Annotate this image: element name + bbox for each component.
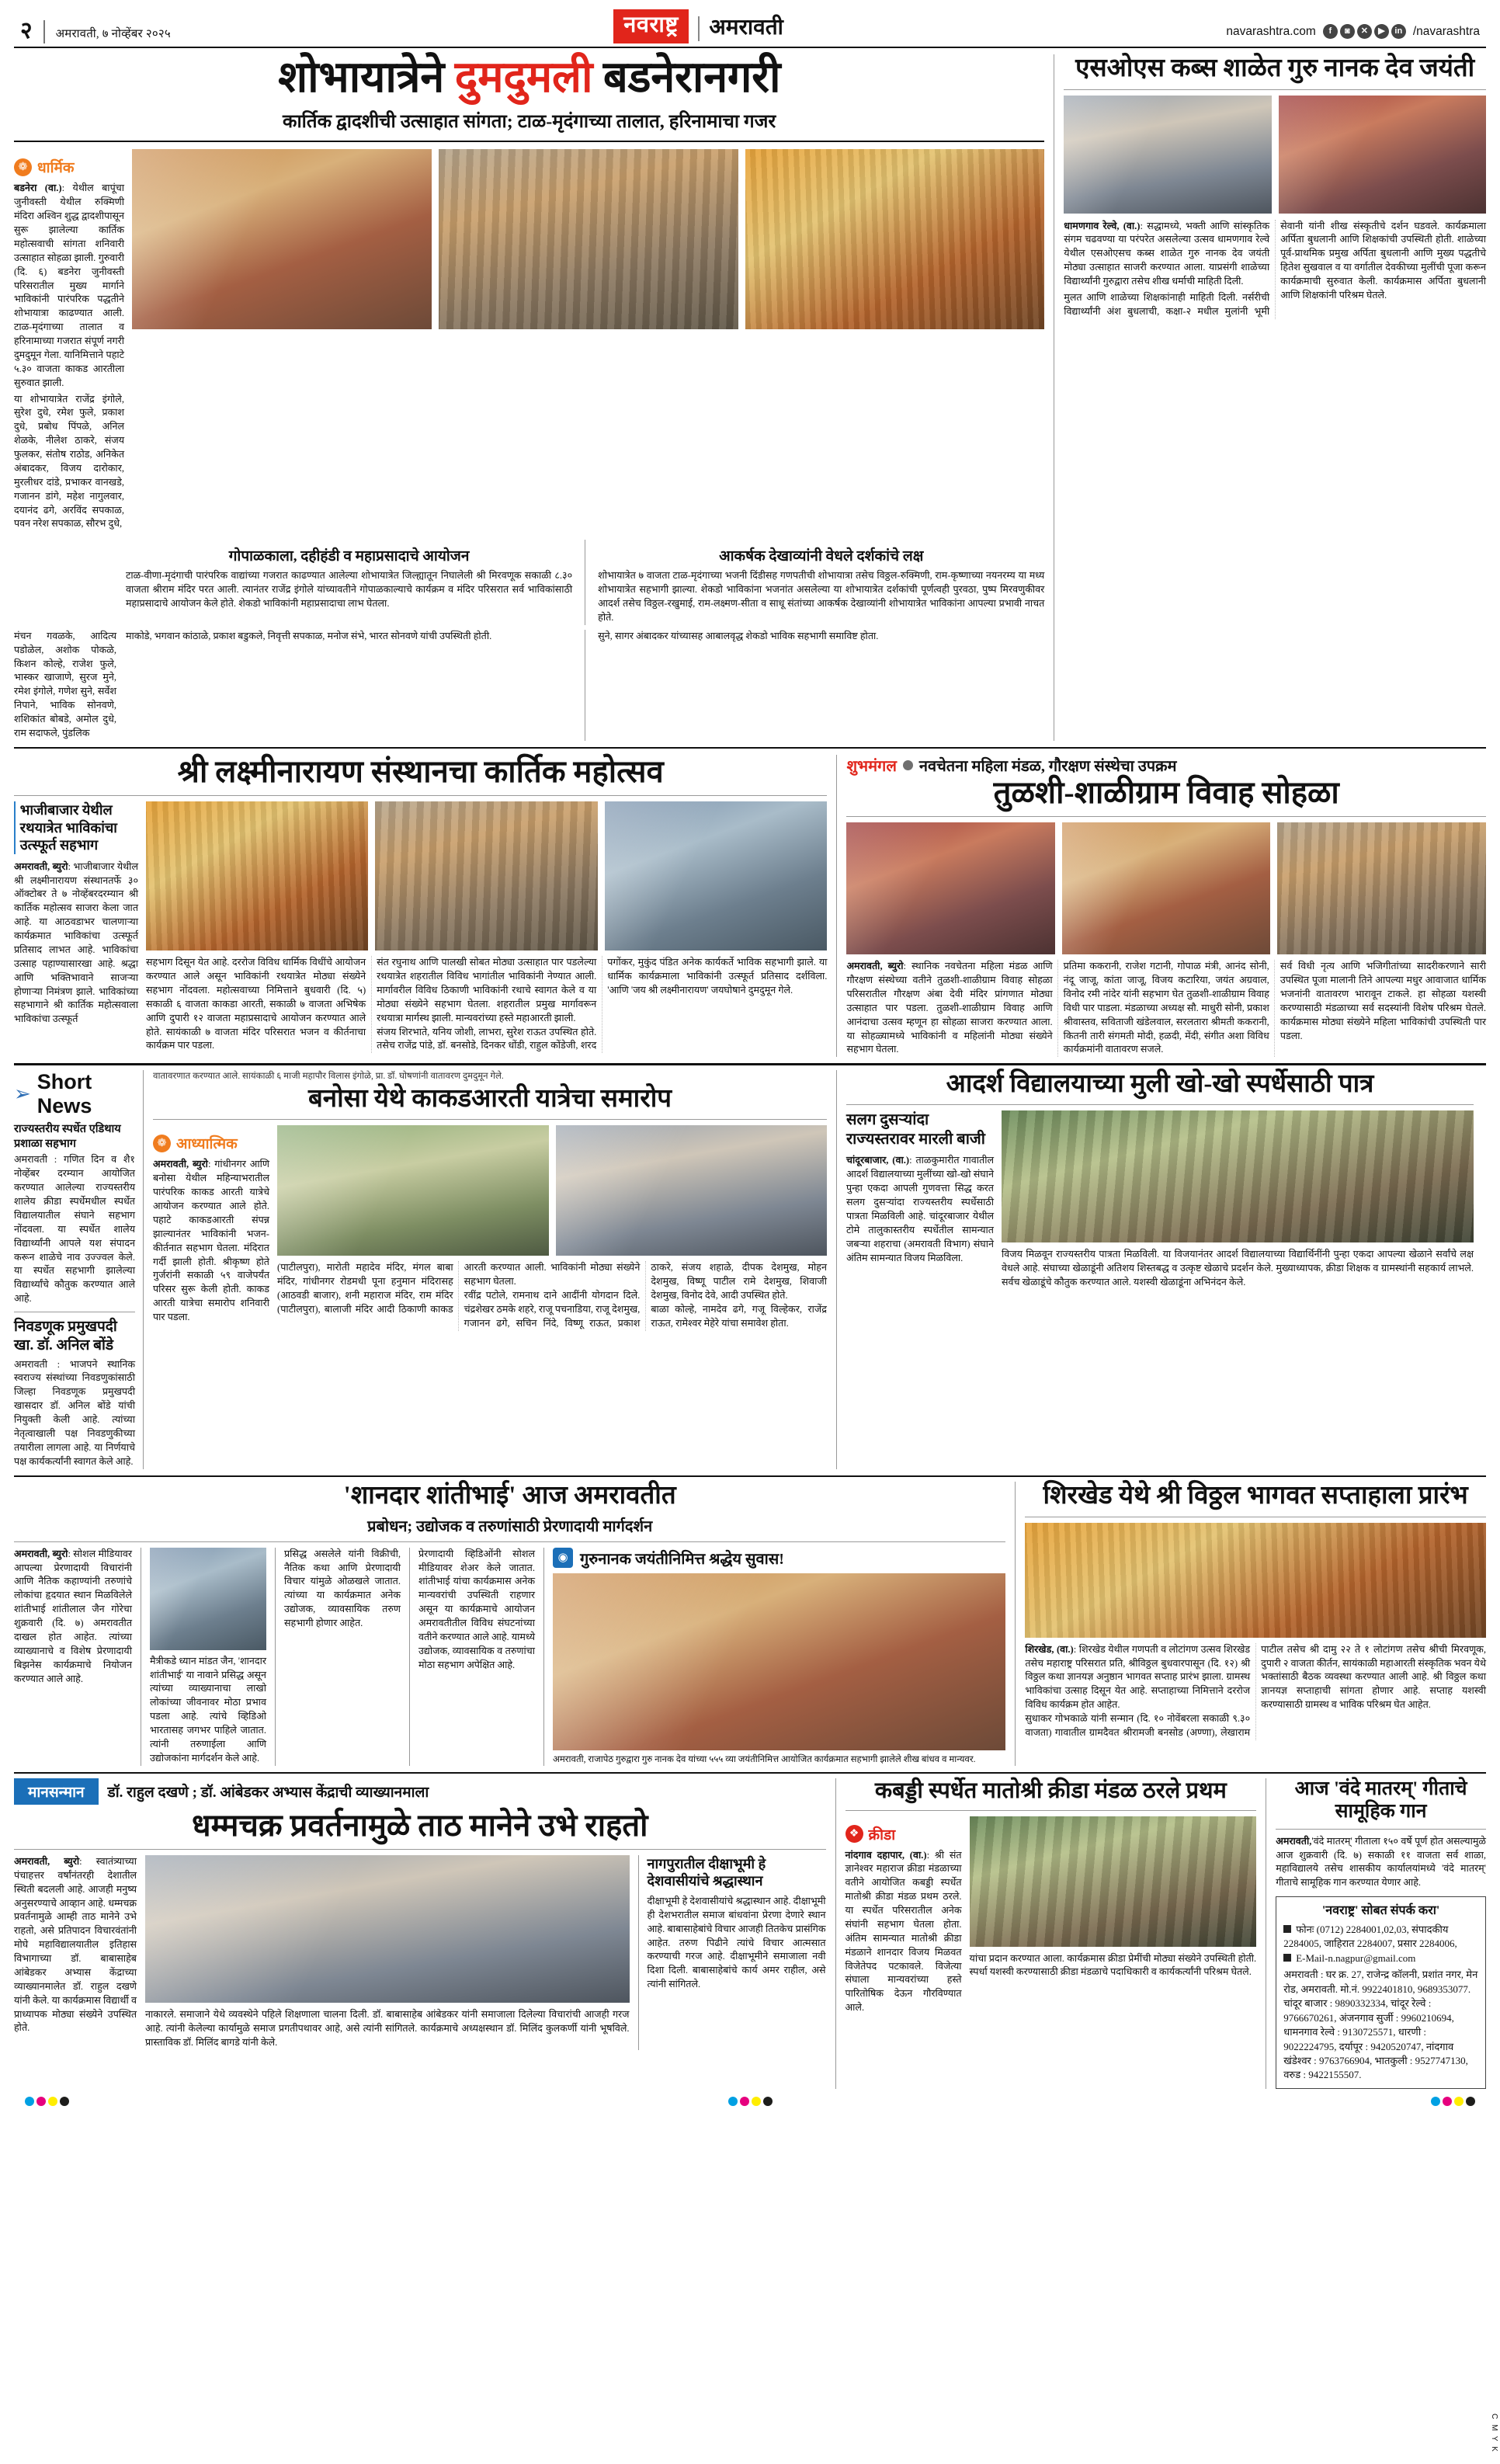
khokho-photos [1002,1110,1474,1290]
sos-photo-1 [1064,96,1271,214]
sports-icon: ❖ [845,1825,863,1843]
shirkhed-col-1: : शिरखेड येथील गणपती व लोटांगण उत्सव शिरखेड तसेच महाराष्ट्र परिसरात प्रति, श्रीविठ्ठल बुधवारपासून (दि. १२) श्री विठ्ठल कथा ज्ञानयज्ञ अनुष्ठान भागवत सप्ताह प्रारंभ झाला. ग्रामस्थ भाविकांचा उत्साह दिसून येत आहे. सप्ताहाच्या निमित्ताने दररोज विविध कार्यक्रम होत आहेत. [1025,1643,1251,1711]
lead-subhead: कार्तिक द्वादशीची उत्साहात सांगता; टाळ-मृदंगाच्या तालात, हरिनामाचा गजर [14,108,1044,142]
contact-phone-row [1283,1923,1478,1951]
arrow-circle-icon: ➢ [14,1082,31,1105]
section-tag-label: धार्मिक [37,160,75,177]
page-number: २ [20,18,33,43]
lead-caption-right-title: आकर्षक देखाव्यांनी वेधले दर्शकांचे लक्ष [719,548,924,565]
shirkhed-headline: शिरखेड येथे श्री विठ्ठल भागवत सप्ताहाला प्रारंभ [1043,1482,1468,1510]
masthead-right [1226,24,1480,43]
lakshminarayan-body-3: संत रघुनाथ आणि पालखी सोबत मोठ्या उत्साहात पार पडलेल्या रथयात्रेत शहरातील विविध भागांतील भाविकांनी नेण्यात आली. मार्गावरील विविध ठिकाणी भाविकांनी रथाचे स्वागत केले व या मोठ्या संख्येने सहभाग घेतला. शहरातील प्रमुख मार्गावरून रथयात्रा मार्गस्थ झाली. मान्यवरांच्या हस्ते महाआरती झाली. [377,957,597,1023]
section-rule-3 [14,1475,1486,1478]
contact-address: अमरावती : घर क्र. 27, राजेन्द्र कॉलनी, प्रशांत नगर, मेन रोड, अमरावती. मो.नं. 9922401810, 9689353077. चांदूर बाजार : 9890332334, चांदूर रेल्वे : 9766670261, अंजनगाव सुर्जी : 9960210694, धामनगाव रेल्वे : 9130725571, धारणी : 9022224795, दर्यापूर : 9420520747, नांदगाव खंडेश्वर : 9763766904, भातकुली : 9527747130, वरुड : 9422155507. [1283,1969,1478,2081]
sos-byline: धामणगाव रेल्वे, (वा.) [1064,220,1141,231]
square-bullet-icon-2 [1283,1954,1291,1962]
kabaddi-col-2: यांचा प्रदान करण्यात आला. कार्यक्रमास क्रीडा प्रेमींची मोठ्या संख्येने उपस्थिती होती. स्पर्धा यशस्वी करण्यासाठी क्रीडा मंडळाचे पदाधिकारी व कार्यकर्त्यांनी परिश्रम घेतले. [969,1952,1257,1978]
row-five [14,1778,1486,2089]
section-tag-dharmik [14,157,124,177]
dateline: अमरावती, ७ नोव्हेंबर २०२५ [55,28,171,40]
lakshminarayan-body-1: : भाजीबाजार येथील श्री लक्ष्मीनारायण संस्थानतर्फे ३० ऑक्टोबर ते ७ नोव्हेंबरदरम्यान श्री कार्तिक महोत्सव साजरा केला जात आहे. या आठवडाभर चालणाऱ्या कार्यक्रमात भाविकांचा उत्स्फूर्त प्रतिसाद लाभत आहे. भाविकांचा उत्साह पहाण्यासारखा आहे. श्रद्धा आणि भक्तिभावाने साजऱ्या होणाऱ्या निमंत्रण झाले. भाविकांच्या सहभागाने श्री कार्तिक महोत्सवाला भाविकांचा उत्स्फूर्त [14,860,138,1025]
short-news-title: Short News [36,1069,92,1117]
short-news-item-3-body: वातावरणात करण्यात आले. सायंकाळी ६ माजी महापौर विलास इंगोळे, प्रा. डॉ. घोषणांनी वातावरण दुमदुमून गेले. [153,1070,504,1081]
contact-email-row [1283,1951,1478,1965]
tulsi-headline: तुळशी-शाळीग्राम विवाह सोहळा [993,775,1339,811]
contact-phone: फोनः (0712) 2284001,02,03, संपादकीय 2284005, जाहिरात 2284007, प्रसार 2284006, [1283,1923,1457,1950]
tulsi-body [846,960,1486,1057]
kabaddi-story [836,1778,1266,2089]
row-two [14,755,1486,1057]
banosa-col-2: (पाटीलपुरा), मारोती महादेव मंदिर, मंगल बाबा मंदिर, गांधीनगर रोडमधी पूना हनुमान मंदिरासह (आठवडी बाजार), शनी महाराज मंदिर, राम मंदिर (पाटीलपुरा), बालाजी मंदिर आदी ठिकाणी काकड आरती करण्यात आली. भाविकांनी मोठ्या संख्येने सहभाग घेतला. [277,1262,641,1315]
lakshminarayan-photos [146,801,827,1053]
lakshminarayan-photo-2 [375,801,597,950]
sos-body [1064,220,1486,319]
vande-story [1266,1778,1486,2089]
lead-headline-red: दुमदुमली [454,54,593,102]
banosa-col-3: रवींद्र पटोले, रामनाथ दाने आदींनी योगदान दिले. चंद्रशेखर ठमके शहरे, राजू पचनाडिया, राजू देशमुख, गजानन ढगे, सचिन निंदे, विष्णू राऊत, प्रकाश ठाकरे, संजय शहाळे, दीपक देशमुख, मोहन देशमुख, विष्णू पाटील रामे देशमुख, शिवाजी देशमुख, विनोद देवे, आदी उपस्थित होते. [464,1262,827,1329]
short-news-header [14,1070,135,1118]
lakshminarayan-photo-3 [605,801,827,950]
row-three [14,1070,1486,1469]
gurunanak-banner [553,1548,1005,1569]
vande-byline: अमरावती, [1276,1835,1312,1847]
dhammachakra-side-block [648,1855,826,2050]
lead-photo-2 [439,149,738,329]
banosa-headline: बनोसा येथे काकडआरती यात्रेचा समारोप [307,1084,672,1113]
khokho-photo-1 [1002,1110,1474,1242]
lead-body [14,182,124,531]
banosa-lead-column [153,1125,269,1330]
tulsi-kicker-text: नवचेतना महिला मंडळ, गौरक्षण संस्थेचा उपक्रम [918,758,1177,776]
khokho-col-2: विजय मिळवून राज्यस्तरीय पात्रता मिळविली. या विजयानंतर आदर्श विद्यालयाच्या विद्यार्थिनींनी पुन्हा एकदा आपल्या खेळाने सर्वांचे लक्ष वेधले आहे. संघाच्या खेळाडूंनी अतिशय शिस्तबद्ध व उत्कृष्ट खेळाचे प्रदर्शन केले. मुख्याध्यापक, क्रीडा शिक्षक व ग्रामस्थांनी सहकार्य लाभले. सर्वच खेळाडूंचे कौतुक करण्यात आले. यशस्वी खेळाडूंना अभिनंदन केले. [1002,1249,1474,1288]
square-bullet-icon [1283,1925,1291,1933]
gurunanak-photo [553,1573,1005,1750]
shandar-headline: 'शानदार शांतीभाई' आज अमरावतीत [343,1482,676,1510]
lead-body-4: माकोडे, भगवान कांठाळे, प्रकाश बडुकले, निवृत्ती सपकाळ, मनोज संभे, भारत सोनवणे यांची उपस्थिती होती. [126,630,492,641]
tulsi-col-3: सर्व विधी नृत्य आणि भजिगीतांच्या सादरीकरणाने सारी उपस्थित पूजा मालानी तिने आपल्या मधुर आवाजात धार्मिक भजनांनी वातावरण भारावून टाकले. हा सोहळा यशस्वी करण्यासाठी मंडळाच्या सर्व सदस्यांनी विशेष परिश्रम घेतले. कार्यक्रमास मोठ्या संख्येने महिला भाविकांची उपस्थिती पार पडला. [1280,961,1486,1041]
sos-story [1054,54,1486,741]
lead-photo-1 [132,149,432,329]
short-news-panel [14,1070,143,1469]
lead-headline-part1: शोभायात्रेने [278,54,455,102]
row-four [14,1482,1486,1766]
section-rule-4 [14,1772,1486,1774]
tulsi-story [837,755,1486,1057]
dhammachakra-kicker: डॉ. राहुल दखणे ; डॉ. आंबेडकर अभ्यास केंद्राची व्याख्यानमाला [107,1785,429,1802]
sos-photo-row [1064,96,1486,214]
tulsi-byline: अमरावती, ब्युरो [846,961,904,972]
tulsi-photo-2 [1062,822,1271,954]
shandar-col-2: मैत्रीकडे ध्यान मांडत जैन, 'शानदार शांतीभाई' या नावाने प्रसिद्ध असून त्यांच्या व्याख्यानाचा लाखो लोकांच्या जीवनावर मोठा प्रभाव पडला आहे. त्यांचे व्हिडिओ भारतासह जगभर पाहिले जातात. त्यांनी तरुणाईला आणि उद्योजकांना मार्गदर्शन केले आहे. [150,1655,266,1764]
lakshminarayan-byline: अमरावती, ब्युरो [14,860,68,872]
dhammachakra-byline: अमरावती, ब्युरो [14,1855,80,1867]
vande-headline: आज 'वंदे मातरम्' गीताचे सामूहिक गान [1294,1778,1467,1822]
mansanman-ribbon: मानसन्मान [14,1778,99,1805]
linkedin-icon[interactable]: in [1391,24,1406,39]
shandar-portrait-block [150,1548,266,1766]
instagram-icon[interactable]: ◙ [1340,24,1355,39]
lead-body-1: : येथील बापूंचा जुनीवस्ती येथील रुक्मिणी मंदिरा अश्विन शुद्ध द्वादशीपासून सुरू झालेल्या कार्तिक महोत्सवाची सांगता शनिवारी उत्साहात सोहळा झाली. गुरुवारी (दि. ६) बडनेरा जुनीवस्ती परिसरातील मुख्य मार्गाने भाविकांनी पारंपरिक पद्धतीने शोभायात्रा काढण्यात आली. टाळ-मृदंगाच्या तालात व हरिनामाच्या गजरात संपूर्ण नगरी दुमदुमून गेला. यानिमित्ताने पहाटे ५.३० वाजता काकड आरतीला सुरुवात झाली. [14,182,124,388]
gurunanak-photo-block [553,1548,1005,1766]
khokho-subhead-2: राज्यस्तरावर मारली बाजी [846,1131,985,1149]
lakshminarayan-body-2: सहभाग दिसून येत आहे. दररोज विविध धार्मिक विधींचे आयोजन करण्यात आले असून भाविकांनी रथयात्रेत मोठ्या संख्येने सहभाग नोंदवला. महोत्सवाच्या निमित्ताने बुधवारी (दि. ५) सकाळी ६ वाजता काकडा आरती, सकाळी ७ वाजता अभिषेक आणि दुपारी १२ वाजता महाप्रसादाचे आयोजन करण्यात आले होते. सायंकाळी ७ वाजता मंदिर परिसरात भजन व कीर्तनाचा कार्यक्रम पार पडला. [146,957,366,1051]
camera-icon: ◉ [553,1548,573,1568]
dhammachakra-side-body: दीक्षाभूमी हे देशवासीयांचे श्रद्धास्थान आहे. दीक्षाभूमी ही देशभरातील समाज बांधवांना प्रेरणा देणारे स्थान आहे. बाबासाहेबांचे विचार आजही तितकेच प्रासंगिक आहेत. तरुण पिढीने त्यांचे विचार आत्मसात करण्याची गरज आहे. दीक्षाभूमीने समाजाला नवी दिशा दिली. बाबासाहेबांचे कार्य अमर राहील, असे त्यांनी सांगितले. [647,1895,826,1990]
lead-byline: बडनेरा (वा.) [14,182,62,194]
contact-box [1276,1896,1486,2089]
newspaper-logo[interactable]: नवराष्ट्र [613,9,689,43]
x-twitter-icon[interactable]: ✕ [1357,24,1372,39]
kabaddi-headline: कबड्डी स्पर्धेत मातोश्री क्रीडा मंडळ ठरले प्रथम [874,1778,1227,1804]
banosa-tag-label: आध्यात्मिक [176,1136,238,1153]
lakshminarayan-story [14,755,836,1057]
lotus-icon: ❁ [14,158,32,176]
banosa-col-1: : गांधीनगर आणि बनोसा येथील महिन्याभरातील पारंपरिक काकड आरती यात्रेचे आयोजन करण्यात आले होते. पहाटे काकडआरती संपन्न झाल्यानंतर भाविकांनी भजन-कीर्तनात सहभाग घेतला. मंदिरात गर्दी झाली होती. श्रीकृष्ण होते गुर्जरांनी सकाळी ५९ वाजेपर्यंत परिसर सुरू केली होती. काकड आरती यात्रेचा समारोप शनिवारी पार पडला. [153,1159,269,1322]
kabaddi-lead-column [845,1816,962,2016]
dhammachakra-photo [145,1855,630,2003]
shirkhed-col-2: सुधाकर गोभकाळे यांनी सन्मान (दि. १० नोवेंबरला सकाळी ९.३० वाजता) गावातील ग्रामदैवत श्रीरामजी बनसोड (अण्णा), लेखाराम पाटील तसेच श्री दामु २२ ते १ लोटांगण तसेच श्रीची मिरवणूक, दुपारी २ वाजता कीर्तन, सायंकाळी महाआरती संस्कृतिक भवन येथे भक्तांसाठी बैठक व्यवस्था करण्यात आली आहे. श्री विठ्ठल कथा ज्ञानयज्ञ सप्ताहाची सांगता होणार आहे. सप्ताह यशस्वी करण्यासाठी ग्रामस्थ व भाविक परिश्रम घेत आहेत. [1025,1643,1486,1738]
shirkhed-body [1025,1643,1486,1740]
bullet-dot-icon [903,760,913,770]
sos-headline: एसओएस कब्स शाळेत गुरु नानक देव जयंती [1075,54,1475,82]
shirkhed-story [1016,1482,1486,1766]
banosa-story [144,1070,836,1469]
kabaddi-byline: नांदगाव दहापार, (वा.) [845,1849,927,1861]
sos-col-1: : सद्धामध्ये, भक्ती आणि सांस्कृतिक संगम चढवण्या या परंपरेत असलेल्या उत्सव धामणगाव रेल्वे येथील एसओएसच कब्स शाळेत गुरु नानक देव जयंती मोठ्या उत्साहात साजरी करण्यात आला. याप्रसंगी शाळेच्या विद्यार्थ्यांनी गुरुद्वारा तसेच शीख धर्माची माहिती दिली. [1064,220,1270,287]
facebook-icon[interactable]: f [1323,24,1338,39]
shandar-col-3: प्रसिद्ध असलेले यांनी विक्रीची, नैतिक कथा आणि प्रेरणादायी विचार यांमुळे ओळखले जातात. त्यांच्या या कार्यक्रमात अनेक उद्योजक, व्यावसायिक तरुण सहभागी होणार आहेत. [284,1548,401,1629]
sos-col-2: मुलत आणि शाळेच्या शिक्षकांनाही माहिती दिली. नर्सरीची विद्यार्थ्यांनी अंश बुधलाची, कक्षा-२ मधील मुलांनी भूमी सेवानी यांनी शीख संस्कृतीचे दर्शन घडवले. कार्यक्रमाला अर्पिता बुधलानी आणि शिक्षकांची उपस्थिती होती. शाळेच्या पूर्व-प्राथमिक प्रमुख अर्पिता बुधलानी आणि मुख्य पद्धतीचे हितेश सुखवाल व या वर्गातील देवकीच्या मुलींची पूजा करून कार्यक्रमाची सुरुवात केली. कार्यक्रमास अर्पिता बुधलानी आणि शिक्षकांनी परिश्रम घेतले. [1064,220,1486,317]
registration-dots-center [728,2097,773,2106]
lead-caption-left-title: गोपाळकाला, दहीहंडी व महाप्रसादाचे आयोजन [228,548,470,565]
masthead [14,0,1486,48]
shirkhed-photo [1025,1523,1486,1638]
khokho-headline: आदर्श विद्यालयाच्या मुली खो-खो स्पर्धेसाठी पात्र [946,1069,1374,1098]
dhammachakra-headline: धम्मचक्र प्रवर्तनामुळे ताठ मानेने उभे राहतो [192,1808,648,1844]
dhammachakra-photos [145,1855,630,2050]
masthead-brand[interactable] [613,9,783,43]
tulsi-photo-3 [1277,822,1486,954]
lead-headline-part2: बडनेरानगरी [592,54,781,102]
lead-caption-right-body: शोभायात्रेत ७ वाजता टाळ-मृदंगाच्या भजनी दिंडीसह गणपतीची शोभायात्रा तसेच विठ्ठल-रुक्मिणी, राम-कृष्णाच्या नयनरम्य या मध्य शोभायात्रेत सहभागी झाल्या. शेकडो भाविकांना भजनांत असलेल्या या शोभायात्रेत दर्शकांची पूर्णत्वही पुरवठा, पुष्प मिरवणुकीवर आदर्श तसेच विठ्ठल-रखुमाई, राम-लक्ष्मण-सीता व साधू संतांच्या आकर्षक देखाव्यांनी शोभायात्रेत भाविकांना आपल्या प्रभावी नाचत होते. [598,570,1045,623]
diya-icon: ❁ [153,1135,171,1152]
shandar-col-1: : सोशल मीडियावर आपल्या प्रेरणादायी विचारांनी आणि नैतिक कहाण्यांनी तरुणांचे लोकांचा हृदयात स्थान मिळविलेले शांतीभाई शांतीलाल जैन गोरेचा शुक्रवारी (दि. ७) अमरावतीत दाखल होत आहेत. त्यांच्या व्याख्यानाचे व विशेष प्रेरणादायी बिझनेस कार्यक्रमाचे नियोजन करण्यात आले आहे. [14,1548,132,1684]
lead-caption-block-right [598,540,1044,625]
social-icons[interactable] [1323,24,1406,39]
banosa-byline: अमरावती, ब्युरो [153,1159,208,1170]
lead-photos [132,149,1044,533]
lead-photo-row [132,149,1044,329]
shandar-story [14,1482,1015,1766]
contact-title: 'नवराष्ट्र' सोबत संपर्क करा' [1321,1904,1440,1918]
gurunanak-photo-caption: अमरावती, राजापेठ गुरुद्वारा गुरु नानक देव यांच्या ५५५ व्या जयंतीनिमित्त आयोजित कार्यक्रमात सहभागी झालेले शीख बांधव व मान्यवर. [553,1753,976,1764]
khokho-story [837,1070,1474,1469]
lead-text-column [14,149,124,533]
shandar-portrait-photo [150,1548,266,1650]
section-rule-2 [14,1063,1486,1065]
masthead-divider [43,20,45,43]
short-news-item-1-title[interactable]: राज्यस्तरीय स्पर्धेत एडिथाय प्रशाळा सहभाग [14,1122,121,1150]
banosa-photo-1 [277,1125,549,1256]
shandar-col-4: प्रेरणादायी व्हिडिओंनी सोशल मीडियावर शेअर केले जातात. शांतीभाई यांचा कार्यक्रमास अनेक मान्यवरांची उपस्थिती राहणार असून या कार्यक्रमाचे आयोजन अमरावतीतील विविध संघटनांच्या वतीने करण्यात आले आहे. यामध्ये उद्योजक, व्यावसायिक व तरुणांचा मोठा सहभाग अपेक्षित आहे. [418,1548,535,1670]
dhammachakra-col-1: : स्वातंत्र्याच्या पंचाहत्तर वर्षांनंतरही देशातील स्थिती बदलली आहे. आजही मनुष्य अनुसरण्याचे आव्हान आहे. धम्मचक्र प्रवर्तनामुळे आम्ही ताठ मानेने उभे राहतो, असे प्रतिपादन विचारवंतांनी मोघे महाविद्यालयातील इतिहास विभागाच्या डॉ. बाबासाहेब आंबेडकर अभ्यास केंद्राच्या व्याख्यानमालेत डॉ. राहुल दखणे यांनी केले. या कार्यक्रमास विद्यार्थी व प्राध्यापक मोठ्या संख्येने उपस्थित होते. [14,1855,137,2034]
section-tag-sports [845,1824,962,1844]
contact-email[interactable]: E-Mail-n.nagpur@gmail.com [1296,1951,1416,1964]
edition-city: अमरावती [709,16,783,40]
dhammachakra-col-2: नाकारले. समाजाने येथे व्यवस्थेने पहिले शिक्षणाला चालना दिली. डॉ. बाबासाहेब आंबेडकर यांनी समाजाला दिलेल्या विचारांची आजही गरज आहे. त्यांनी केलेल्या कार्यामुळे समाज प्रगतीपथावर आहे, असे त्यांनी सांगितले. कार्यक्रमाचे अध्यक्षस्थान डॉ. मिलिंद कुलकर्णी यांनी भूषविले. प्रास्ताविक डॉ. मिलिंद बागडे यांनी केले. [145,2008,630,2048]
vande-body: 'वंदे मातरम्' गीताला १५० वर्षे पूर्ण होत असल्यामुळे आज शुक्रवारी (दि. ७) सकाळी ११ वाजता सर्व शाळा, महाविद्यालये तसेच शासकीय कार्यालयांमध्ये 'वंदे मातरम्' गीताचे सामूहिक गान करण्यात येणार आहे. [1276,1835,1486,1889]
lead-caption-left-body: टाळ-वीणा-मृदंगाची पारंपरिक वाद्यांच्या गजरात काढण्यात आलेल्या शोभायात्रेत जिल्ह्यातून निघालेली श्री मिरवणूक सकाळी ८.३० वाजता श्रीराम मंदिर परत आली. त्यानंतर राजेंद्र इंगोले यांच्यावतीने गोपाळकाल्याचे कार्यक्रम व मंदिर परिसरात सर्व भाविकांसाठी महाप्रसादाचे आयोजन केले होते. शेकडो भाविकांनी महाप्रसादाचा लाभ घेतला. [126,570,573,610]
registration-dots-left [25,2097,69,2106]
kabaddi-photos [970,1816,1257,2016]
lead-caption-block-left [126,540,572,625]
brand-separator [698,16,700,41]
dhammachakra-story [14,1778,835,2089]
cmyk-marker: C M Y K [1490,2414,1498,2453]
lead-row [14,54,1486,741]
lakshminarayan-body-4: संजय शिरभाते, यनिय जोशी, लाभरा, सुरेश राऊत उपस्थित होते. तसेच राजेंद्र पांडे, डॉ. बनसोडे, दिनकर धोंडी, राहुल कोंडेजी, शरद पगोंकर, मुकुंद पंडित अनेक कार्यकर्ते भाविक सहभागी झाले. या धार्मिक कार्यक्रमाला भाविकांनी उत्स्फूर्त प्रतिसाद दर्शविला. 'आणि 'जय श्री लक्ष्मीनारायण' जयघोषाने दुमदुमून गेले. [377,957,828,1051]
gurunanak-banner-text: गुरुनानक जयंतीनिमित्त श्रद्धेय सुवास! [580,1550,784,1568]
lead-headline [14,54,1044,101]
lakshminarayan-sidebar-title: भाजीबाजार येथील रथयात्रेत भाविकांचा उत्स्फूर्त सहभाग [19,802,117,853]
kabaddi-col-1: : श्री संत ज्ञानेश्वर महाराज क्रीडा मंडळाच्या वतीने आयोजित कबड्डी स्पर्धेत मातोश्री क्रीडा मंडळ प्रथम ठरले. या स्पर्धेत परिसरातील अनेक संघांनी सहभाग घेतला होता. अंतिम सामन्यात मातोश्री क्रीडा मंडळाने शानदार विजय मिळवत विजेतेपद पटकावले. विजेत्या संघाला मान्यवरांच्या हस्ते पारितोषिक देऊन गौरविण्यात आले. [845,1849,962,2014]
kabaddi-tag-label: क्रीडा [868,1826,896,1844]
kabaddi-photo [970,1816,1257,1947]
tulsi-photo-row [846,822,1486,954]
social-handle: /navarashtra [1412,24,1480,38]
registration-marks-row [14,2097,1486,2112]
shandar-col-1-wrap [14,1548,132,1766]
khokho-subhead-1: सलग दुसऱ्यांदा [846,1111,929,1129]
shandar-byline: अमरावती, ब्युरो [14,1548,68,1559]
tulsi-photo-1 [846,822,1055,954]
lead-photo-3 [745,149,1045,329]
lakshminarayan-sidebar [14,801,138,1053]
tulsi-col-2: प्रतिमा ककरानी, राजेश गटानी, गोपाळ मंत्री, आनंद सोनी, नंदू जाजू, कांता जाजू, विजय कटारिया, जयंत अग्रवाल, विनोद रमी नांदेर यांनी सहभाग घेत तुळशी-शाळीग्राम विवाह विधी पार पाडला. मंडळाच्या अध्यक्ष सौ. माधुरी सोनी, प्रकाश श्रीवास्तव, सविताजी खंडेलवाल, सरलतारा श्रीमती ककरानी, कितनी तारी संगमती मोदी, हळदी, मेंदी, संगीत अशा विविध कार्यक्रमांनी वातावरण सजले. [1063,961,1269,1055]
dhammachakra-side-title: नागपुरातील दीक्षाभूमी हे देशवासीयांचे श्रद्धास्थान [647,1855,766,1889]
tulsi-kicker-red: शुभमंगल [846,758,897,776]
short-news-item-2-title[interactable]: निवडणूक प्रमुखपदी खा. डॉ. अनिल बोंडे [14,1319,117,1354]
shandar-subhead: प्रबोधन; उद्योजक व तरुणांसाठी प्रेरणादायी मार्गदर्शन [367,1517,653,1535]
registration-dots-right [1431,2097,1475,2106]
khokho-col-1: : ताळकुमारीत गावातील आदर्श विद्यालयाच्या मुलींच्या खो-खो संघाने पुन्हा एकदा आपली गुणवत्ता सिद्ध करत सलग दुसऱ्यांदा राज्यस्तरीय स्पर्धेसाठी पात्रता मिळविली आहे. चांदूरबाजार येथील टोमे तालुकास्तरीय स्पर्धेतील सामन्यात जबऱ्या शहराचा (अमरावती विभाग) संघाने अंतिम सामन्यात विजय मिळविला. [846,1155,994,1263]
tulsi-col-1: : स्थानिक नवचेतना महिला मंडळ आणि गौरक्षण संस्थेच्या वतीने तुळशी-शाळीग्राम विवाह सोहळा परिसरातील गौरक्षण अंबा देवी मंदिर प्रांगणात मोठ्या उत्साहात पार पडला. तुळशी-शाळीग्राम विवाह आणि आनंदाचा उत्सव म्हणून हा सोहळा साजरा करण्यात आला. या सोहळ्यामध्ये भाविकांनी व महिलांनी मोठ्या संख्येने सहभाग घेतला. [846,961,1053,1055]
lakshminarayan-photo-1 [146,801,368,950]
section-rule-1 [14,747,1486,749]
youtube-icon[interactable]: ▶ [1374,24,1389,39]
masthead-left [20,19,171,43]
banosa-col-4: बाळा कोल्हे, नामदेव ढगे, गजू विल्हेकर, राजेंद्र राऊत, रामेश्वर मेहेरे यांचा समावेश होता. [651,1304,827,1329]
khokho-byline: चांदूरबाजार, (वा.) [846,1155,910,1166]
section-tag-spiritual [153,1133,269,1153]
khokho-subhead-block [846,1110,994,1290]
banosa-photo-2 [556,1125,828,1256]
lakshminarayan-headline: श्री लक्ष्मीनारायण संस्थानचा कार्तिक महोत्सव [177,754,664,790]
lead-body-3: मंचन गवळके, आदित्य पडोळेल, अशोक पोकळे, किशन कोल्हे, राजेश फुले, भास्कर खाजाणे, सुरज मुने, रमेश इंगोले, गणेश सुने, सर्वेश निपाने, भाविक सोनवणे, शशिकांत बोबडे, अमोल दुधे, राम सदाफले, पुंडलिक [14,630,116,739]
sos-photo-2 [1279,96,1486,214]
website-link[interactable]: navarashtra.com [1226,24,1316,38]
short-news-item-1-body: अमरावती : गणित दिन व शै१ नोव्हेंबर दरम्यान आयोजित करण्यात आलेल्या राज्यस्तरीय शालेय क्रीडा स्पर्धेमधील स्पर्धेत विद्यालयातील संघाने सहभाग नोंदवला. या स्पर्धेत शालेय विद्यार्थ्यांनी आपले यश संपादन करून शाळेचे नाव उज्ज्वल केले. या स्पर्धेत सहभागी झालेल्या विद्यार्थ्यांचे कौतुक करण्यात आले आहे. [14,1154,135,1305]
shirkhed-byline: शिरखेड, (वा.) [1025,1643,1074,1655]
lead-body-5: सुने, सागर अंबादकर यांच्यासह आबालवृद्ध शेकडो भाविक सहभागी समाविष्ट होता. [598,630,879,641]
tulsi-kicker [846,755,1486,776]
dhammachakra-col-1-wrap [14,1855,137,2050]
banosa-photos [277,1125,827,1330]
short-news-item-2-body: अमरावती : भाजपने स्थानिक स्वराज्य संस्थांच्या निवडणुकांसाठी जिल्हा निवडणूक प्रमुखपदी खासदार डॉ. अनिल बोंडे यांची नियुक्ती केली आहे. त्यांच्या नेतृत्वाखाली पक्ष निवडणुकीच्या तयारीला लागला आहे. या निर्णयाचे पक्ष कार्यकर्त्यांनी स्वागत केले आहे. [14,1358,135,1467]
lead-story [14,54,1054,741]
lead-body-2: या शोभायात्रेत राजेंद्र इंगोले, सुरेश दुधे, रमेश फुले, प्रकाश दुधे, प्रबोध पिंपळे, अनिल शेळके, नीलेश ठाकरे, संजय फुलकर, संतोष राठोड, अनिकेत अंबादकर, विजय दारोकार, मुरलीधर दांडे, प्रभाकर वानखडे, गजानन डांगे, महेश नागुलवार, दयानंद ढगे, अरविंद सपकाळ, पवन नरेश सपकाळ, सौरभ दुधे, [14,393,124,530]
